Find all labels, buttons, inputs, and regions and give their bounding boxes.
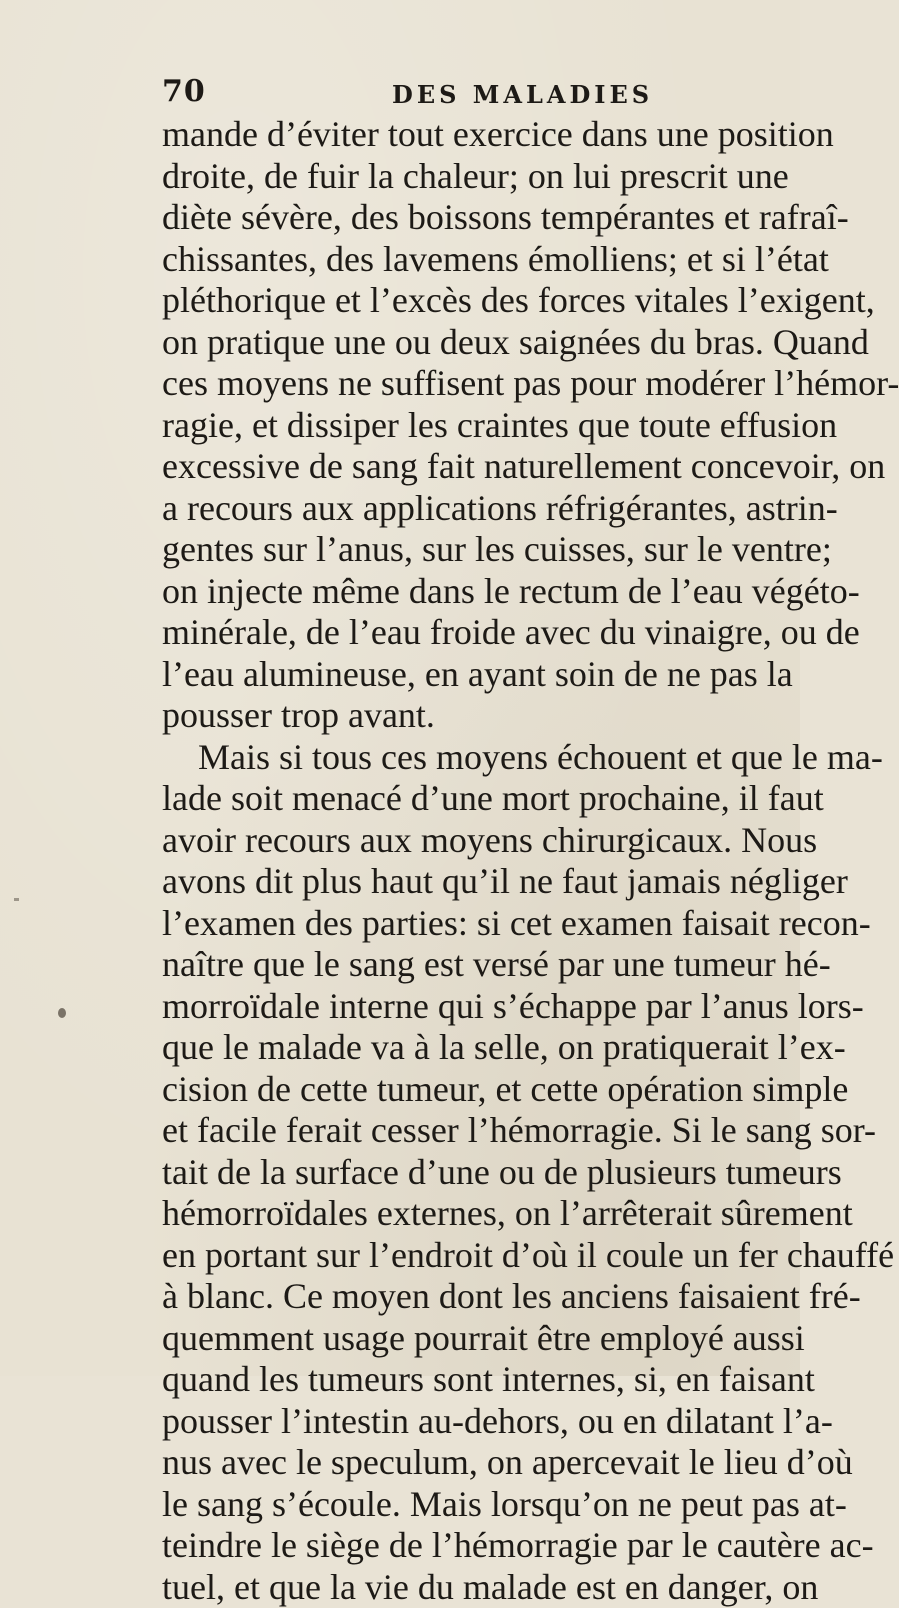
text-line: avons dit plus haut qu’il ne faut jamais négliger xyxy=(162,861,786,903)
text-line: nus avec le speculum, on apercevait le lieu d’où xyxy=(162,1442,786,1484)
text-line: naître que le sang est versé par une tumeur hé- xyxy=(162,944,786,986)
text-line: chissantes, des lavemens émolliens; et si l’état xyxy=(162,239,786,281)
text-line: le sang s’écoule. Mais lorsqu’on ne peut pas at- xyxy=(162,1484,786,1526)
text-line: pousser l’intestin au-dehors, ou en dilatant l’a- xyxy=(162,1401,786,1443)
paragraph-first-line: Mais si tous ces moyens échouent et que le ma- xyxy=(162,737,786,779)
ink-blot-mark xyxy=(58,1008,66,1018)
text-line: pléthorique et l’excès des forces vitales l’exigent, xyxy=(162,280,786,322)
text-line: quand les tumeurs sont internes, si, en faisant xyxy=(162,1359,786,1401)
text-line: hémorroïdales externes, on l’arrêterait sûrement xyxy=(162,1193,786,1235)
page-header xyxy=(162,74,722,114)
text-line: à blanc. Ce moyen dont les anciens faisaient fré- xyxy=(162,1276,786,1318)
text-line: gentes sur l’anus, sur les cuisses, sur le ventre; xyxy=(162,529,786,571)
text-line: on pratique une ou deux saignées du bras. Quand xyxy=(162,322,786,364)
text-line: l’eau alumineuse, en ayant soin de ne pas la xyxy=(162,654,786,696)
text-line: tait de la surface d’une ou de plusieurs tumeurs xyxy=(162,1152,786,1194)
text-line: mande d’éviter tout exercice dans une position xyxy=(162,114,786,156)
text-line: pousser trop avant. xyxy=(162,695,786,737)
running-title: DES MALADIES xyxy=(392,80,653,109)
text-line: minérale, de l’eau froide avec du vinaigre, ou de xyxy=(162,612,786,654)
text-line: diète sévère, des boissons tempérantes et rafraî- xyxy=(162,197,786,239)
text-line: et facile ferait cesser l’hémorragie. Si le sang sor- xyxy=(162,1110,786,1152)
text-line: lade soit menacé d’une mort prochaine, il faut xyxy=(162,778,786,820)
text-line: ragie, et dissiper les craintes que toute effusion xyxy=(162,405,786,447)
text-line: ces moyens ne suffisent pas pour modérer l’hémor- xyxy=(162,363,786,405)
text-line: droite, de fuir la chaleur; on lui prescrit une xyxy=(162,156,786,198)
text-line: morroïdale interne qui s’échappe par l’anus lors- xyxy=(162,986,786,1028)
text-line: que le malade va à la selle, on pratiquerait l’ex- xyxy=(162,1027,786,1069)
text-line: en portant sur l’endroit d’où il coule un fer chauffé xyxy=(162,1235,786,1277)
text-line: l’examen des parties: si cet examen faisait recon- xyxy=(162,903,786,945)
text-line: tuel, et que la vie du malade est en danger, on xyxy=(162,1567,786,1608)
margin-speck xyxy=(14,898,19,901)
text-line: quemment usage pourrait être employé aussi xyxy=(162,1318,786,1360)
text-line: excessive de sang fait naturellement concevoir, on xyxy=(162,446,786,488)
text-line: cision de cette tumeur, et cette opération simple xyxy=(162,1069,786,1111)
text-line: on injecte même dans le rectum de l’eau végéto- xyxy=(162,571,786,613)
body-text xyxy=(162,114,786,1608)
text-line: a recours aux applications réfrigérantes, astrin- xyxy=(162,488,786,530)
text-line: avoir recours aux moyens chirurgicaux. Nous xyxy=(162,820,786,862)
page-number: 70 xyxy=(162,74,206,109)
text-line: teindre le siège de l’hémorragie par le cautère ac- xyxy=(162,1525,786,1567)
